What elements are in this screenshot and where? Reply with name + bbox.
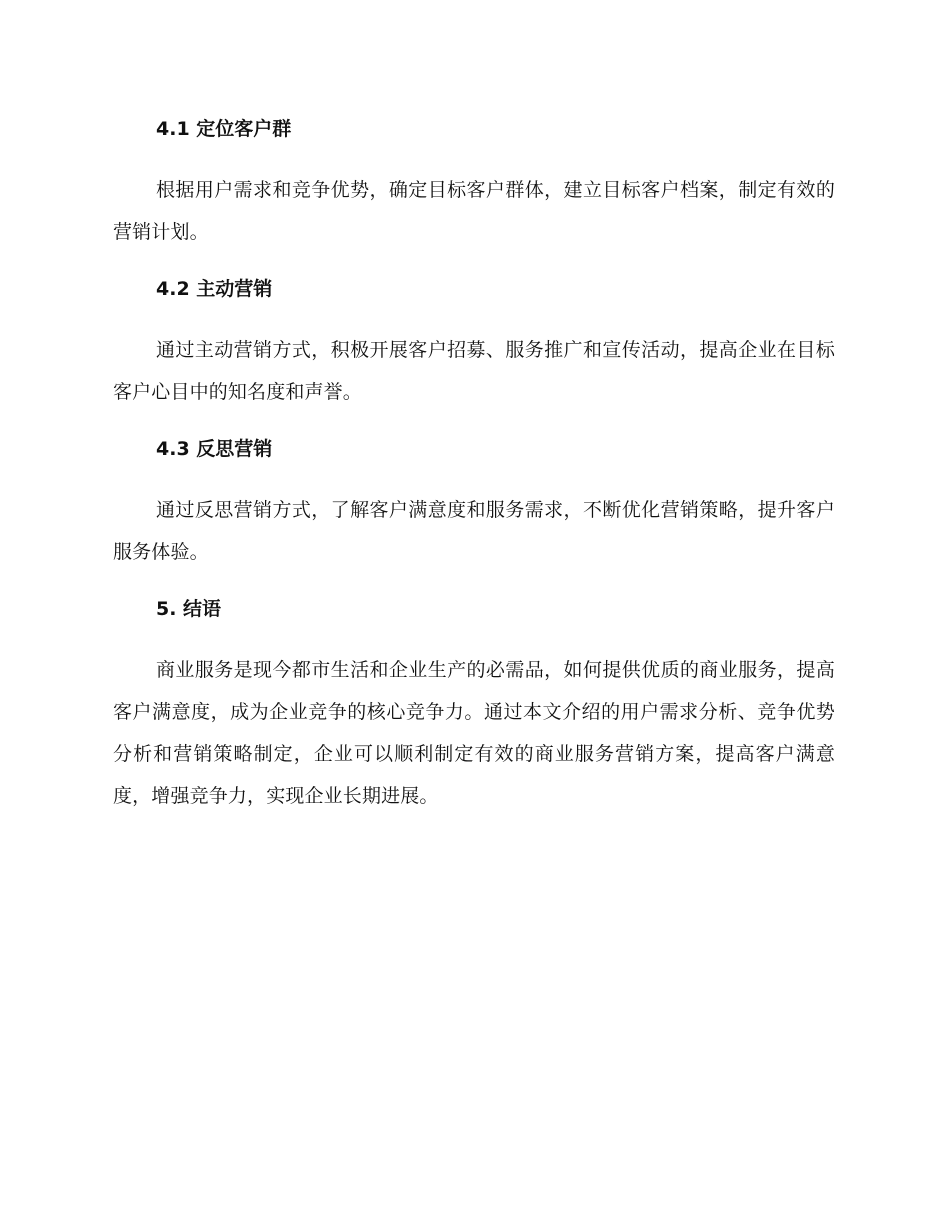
section-4-3 xyxy=(113,433,835,573)
section-paragraph: 通过主动营销方式，积极开展客户招募、服务推广和宣传活动，提高企业在目标客户心目中的知名度和声誉。 xyxy=(113,339,835,403)
section-5-conclusion xyxy=(113,593,835,817)
section-paragraph: 商业服务是现今都市生活和企业生产的必需品，如何提供优质的商业服务，提高客户满意度，成为企业竞争的核心竞争力。通过本文介绍的用户需求分析、竞争优势分析和营销策略制定，企业可以顺利制定有效的商业服务营销方案，提高客户满意度，增强竞争力，实现企业长期进展。 xyxy=(113,659,835,807)
section-heading: 4.3 反思营销 xyxy=(156,438,273,460)
section-heading: 4.1 定位客户群 xyxy=(156,118,292,140)
section-heading: 4.2 主动营销 xyxy=(156,278,273,300)
section-4-2 xyxy=(113,273,835,413)
section-4-1 xyxy=(113,113,835,253)
section-heading: 5. 结语 xyxy=(156,598,222,620)
section-paragraph: 通过反思营销方式，了解客户满意度和服务需求，不断优化营销策略，提升客户服务体验。 xyxy=(113,499,835,563)
section-paragraph: 根据用户需求和竞争优势，确定目标客户群体，建立目标客户档案，制定有效的营销计划。 xyxy=(113,179,835,243)
document-body xyxy=(113,113,835,817)
